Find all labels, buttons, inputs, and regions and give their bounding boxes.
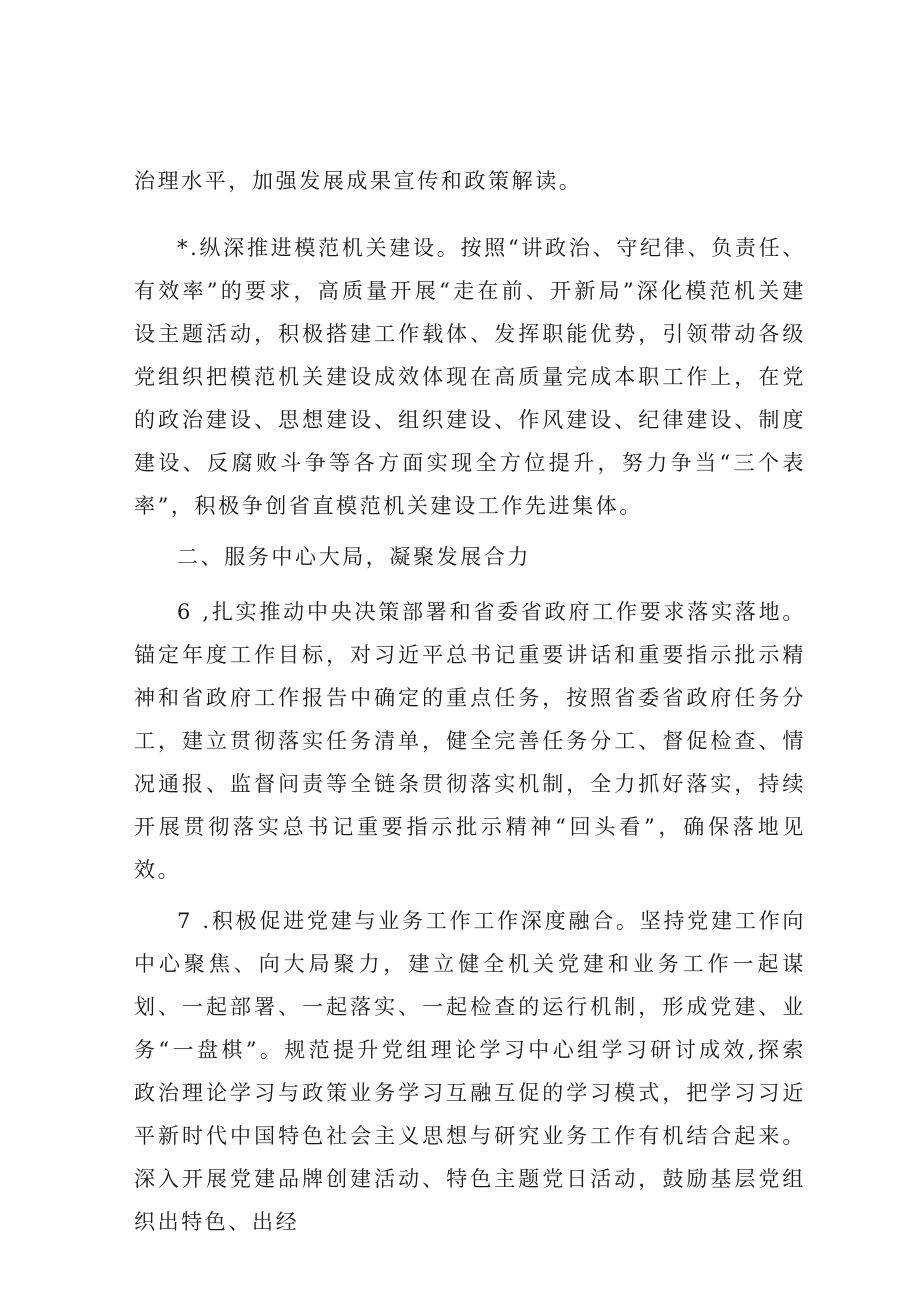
paragraph-item-7: 7 .积极促进党建与业务工作工作深度融合。坚持党建工作向中心聚焦、向大局聚力，建立健全机关党建和业务工作一起谋划、一起部署、一起落实、一起检查的运行机制，形成党建、业务“一盘棋”。规范提升党组理论学习中心组学习研讨成效,探索政治理论学习与政策业务学习互融互促的学习模式，把学习习近平新时代中国特色社会主义思想与研究业务工作有机结合起来。深入开展党建品牌创建活动、特色主题党日活动，鼓励基层党组织出特色、出经 (134, 909, 806, 1234)
paragraph-item-6: 6 ,扎实推动中央决策部署和省委省政府工作要求落实落地。锚定年度工作目标，对习近平总书记重要讲话和重要指示批示精神和省政府工作报告中确定的重点任务，按照省委省政府任务分工，建立贯彻落实任务清单，健全完善任务分工、督促检查、情况通报、监督问责等全链条贯彻落实机制，全力抓好落实，持续开展贯彻落实总书记重要指示批示精神“回头看”，确保落地见效。 (134, 600, 806, 882)
paragraph-continuation: 治理水平，加强发展成果宣传和政策解读。 (134, 169, 583, 193)
paragraph-model-organ-building: *.纵深推进模范机关建设。按照“讲政治、守纪律、负责任、有效率”的要求，高质量开展“走在前、开新局”深化模范机关建设主题活动，积极搭建工作载体、发挥职能优势，引领带动各级党组织把模范机关建设成效体现在高质量完成本职工作上，在党的政治建设、思想建设、组织建设、作风建设、纪律建设、制度建设、反腐败斗争等各方面实现全方位提升，努力争当“三个表率”，积极争创省直模范机关建设工作先进集体。 (134, 236, 806, 518)
section-heading-two: 二、服务中心大局，凝聚发展合力 (177, 545, 531, 569)
document-body (134, 160, 806, 1252)
